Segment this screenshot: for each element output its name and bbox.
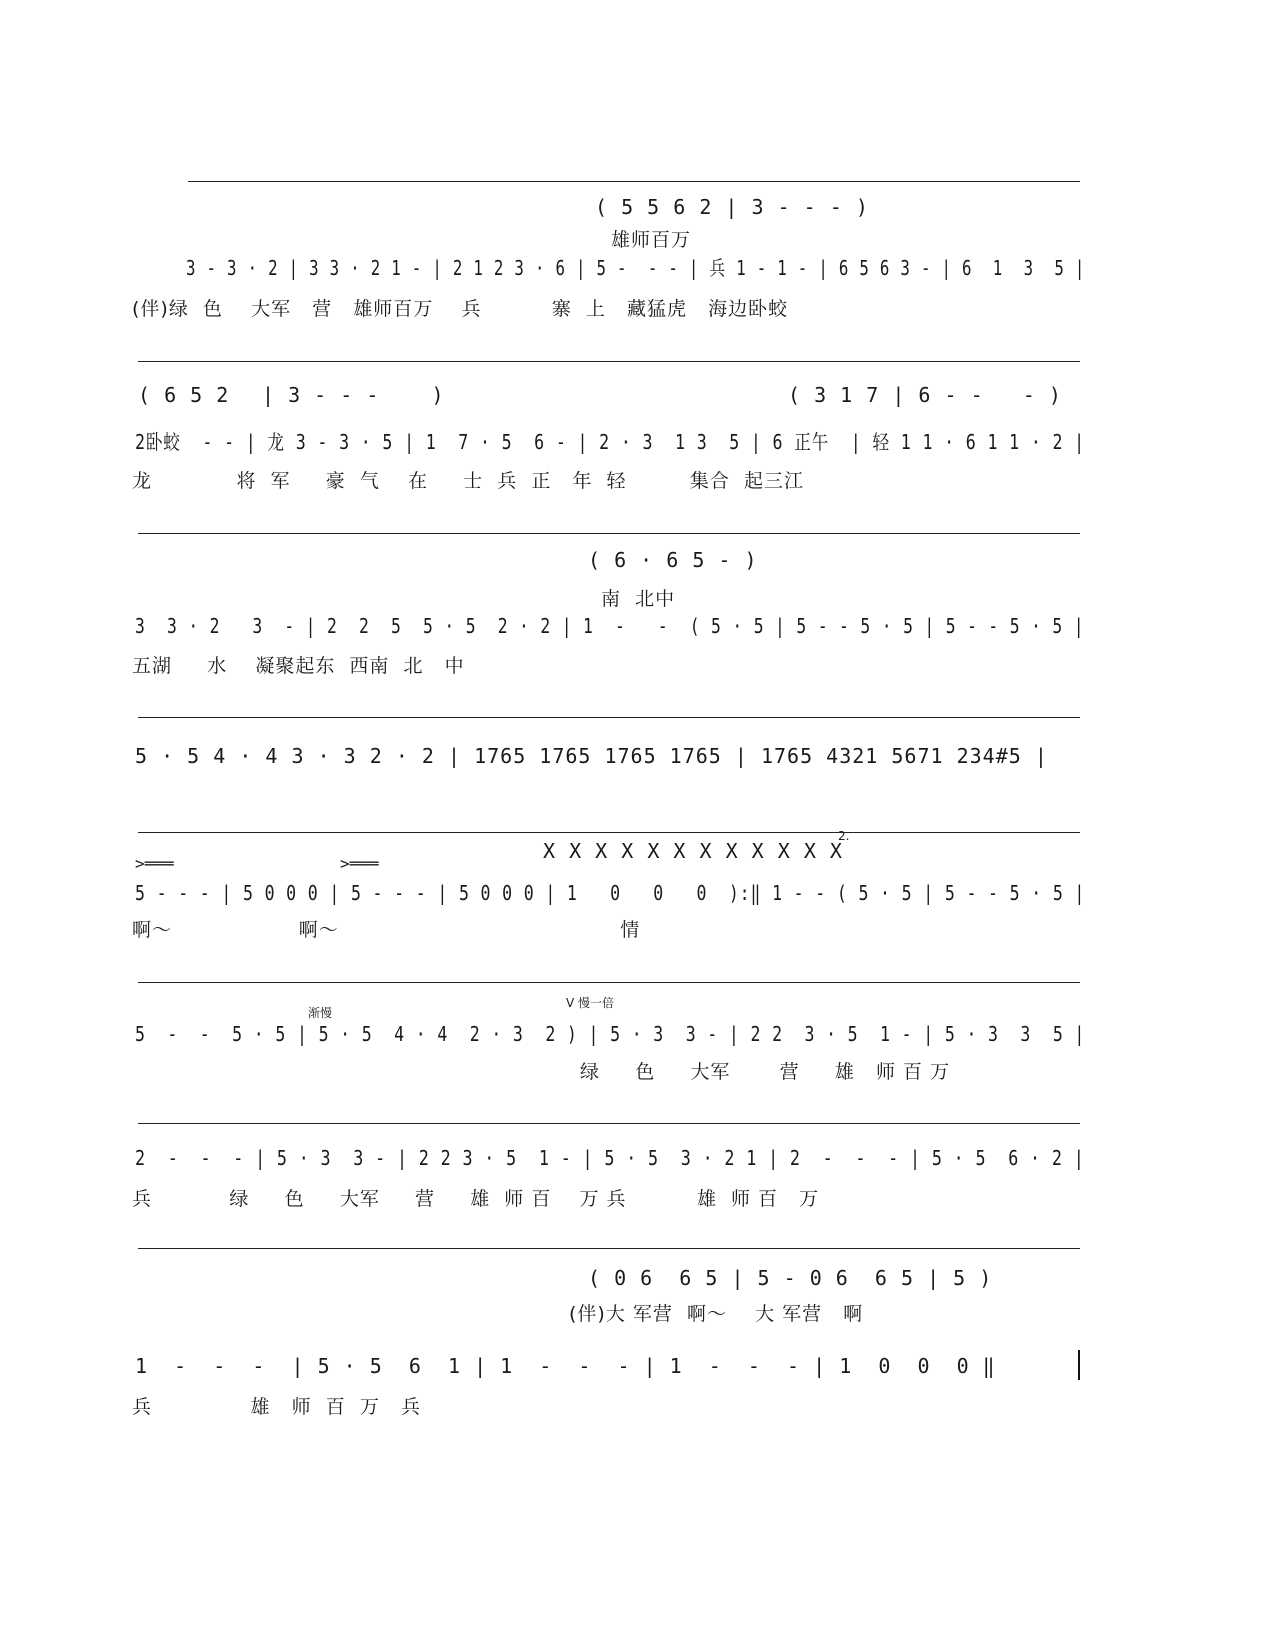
accompaniment-line: ( 6 · 6 5 - ) (588, 548, 758, 572)
melody-line: 3 3 · 2 3 - | 2 2 5 5 · 5 2 · 2 | 1 - - ( 5 · 5 | 5 - - 5 · 5 | 5 - - 5 · 5 | (135, 614, 1085, 638)
staff-rule (138, 717, 1080, 718)
staff-rule (138, 832, 1080, 833)
melody-line: 3 - 3 · 2 | 3 3 · 2 1 - | 2 1 2 3 · 6 | 5 - - - | 兵 1 - 1 - | 6 5 6 3 - | 6 1 3 5 | (186, 256, 1086, 280)
accompaniment-lyric: 雄师百万 (611, 229, 692, 251)
melody-line: 5 · 5 4 · 4 3 · 3 2 · 2 | 1765 1765 1765 1765 | 1765 4321 5671 234#5 | (135, 744, 1048, 768)
melody-line: 1 - - - | 5 · 5 6 1 | 1 - - - | 1 - - - | 1 0 0 0 ‖ (135, 1354, 996, 1378)
staff-rule (138, 361, 1080, 362)
melody-line: 2卧蛟 - - | 龙 3 - 3 · 5 | 1 7 · 5 6 - | 2 · 3 1 3 5 | 6 正午 | 轻 1 1 · 6 1 1 · 2 | (135, 430, 1086, 454)
rhythm-line: X X X X X X X X X X X X (543, 839, 843, 863)
melody-line: 2 - - - | 5 · 3 3 - | 2 2 3 · 5 1 - | 5 · 5 3 · 2 1 | 2 - - - | 5 · 5 6 · 2 | (135, 1146, 1085, 1170)
melody-line: 5 - - - | 5 0 0 0 | 5 - - - | 5 0 0 0 | 1 0 0 0 ):‖ 1 - - ( 5 · 5 | 5 - - 5 · 5 | (135, 881, 1086, 905)
lyrics-line: 五湖 水 凝聚起东 西南 北 中 (132, 655, 465, 677)
lyrics-line: 啊～ 啊～ 情 (132, 919, 641, 941)
tempo-mark: V 慢一倍 (566, 996, 615, 1010)
accompaniment-line: | 3 - - - ) (262, 383, 445, 407)
accompaniment-line: ( 6 5 2 (138, 383, 230, 407)
staff-rule (138, 1248, 1080, 1249)
accompaniment-lyric: 南 北中 (601, 588, 676, 610)
final-barline (1078, 1350, 1080, 1380)
accompaniment-lyric: (伴)大 军营 啊～ 大 军营 啊 (569, 1303, 864, 1325)
lyrics-line: (伴)绿 色 大军 营 雄师百万 兵 寨 上 藏猛虎 海边卧蛟 (132, 298, 789, 320)
lyrics-line: 兵 绿 色 大军 营 雄 师 百 万 兵 雄 师 百 万 (132, 1188, 820, 1210)
tempo-mark: 渐慢 (308, 1006, 333, 1020)
volta-label: 2. (838, 829, 850, 843)
lyrics-line: 龙 将 军 豪 气 在 士 兵 正 年 轻 集合 起三江 (132, 470, 804, 492)
dynamics-mark: >═══ (135, 854, 174, 873)
lyrics-line: 兵 雄 师 百 万 兵 (132, 1396, 421, 1418)
staff-rule (138, 982, 1080, 983)
staff-rule (138, 533, 1080, 534)
staff-rule (188, 181, 1080, 182)
accompaniment-line: ( 5 5 6 2 | 3 - - - ) (595, 195, 869, 219)
staff-rule (138, 1123, 1080, 1124)
lyrics-line: 绿 色 大军 营 雄 师 百 万 (580, 1061, 951, 1083)
accompaniment-line: ( 0 6 6 5 | 5 - 0 6 6 5 | 5 ) (588, 1266, 993, 1290)
melody-line: 5 - - 5 · 5 | 5 · 5 4 · 4 2 · 3 2 ) | 5 · 3 3 - | 2 2 3 · 5 1 - | 5 · 3 3 5 | (135, 1022, 1086, 1046)
accompaniment-line: ( 3 1 7 | 6 - - - ) (788, 383, 1062, 407)
dynamics-mark: >═══ (340, 854, 379, 873)
